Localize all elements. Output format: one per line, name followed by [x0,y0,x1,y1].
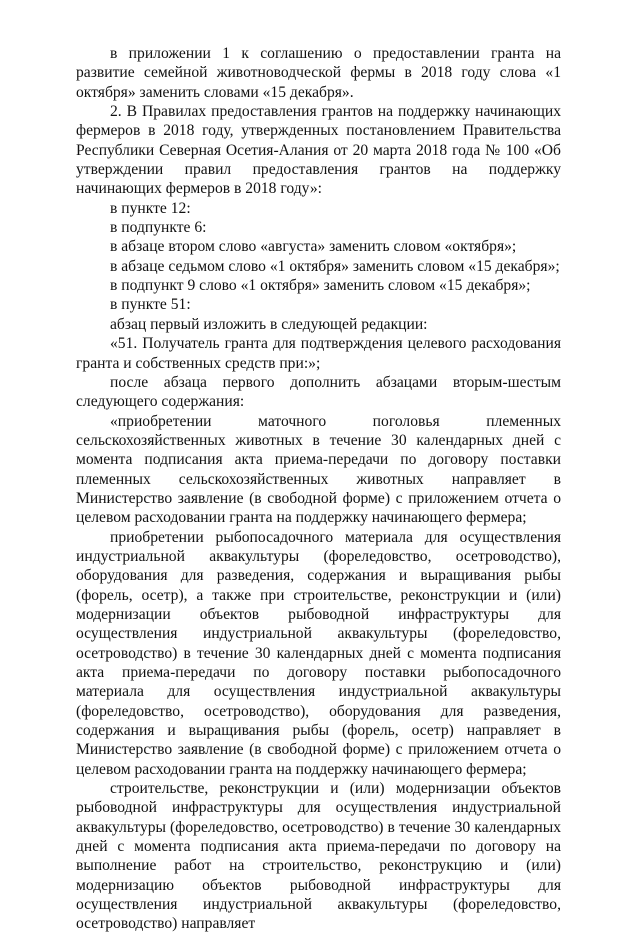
document-body [76,44,561,934]
paragraph-fish-material: приобретении рыбопосадочного материала для осуществления индустриальной аквакультуры (фореледовство, осетроводство), оборудования для разведения, содержания и выращивания рыбы (форель, осетр), а также при строительстве, реконструкции и (или) модернизации объектов рыбоводной инфраструктуры для осуществления индустриальной аквакультуры (фореледовство, осетроводство) в течение 30 календарных дней с момента подписания акта приема-передачи по договору поставки рыбопосадочного материала для осуществления индустриальной аквакультуры (фореледовство, осетроводство), оборудования для разведения, содержания и выращивания рыбы (форель, осетр) направляет в Министерство заявление (в свободной форме) с приложением отчета о целевом расходовании гранта на поддержку начинающего фермера; [76,528,561,778]
paragraph-first-abzac-edit: абзац первый изложить в следующей редакции: [110,315,428,333]
paragraph-subpoint-9: в подпункт 9 слово «1 октября» заменить словом «15 декабря»; [110,277,531,295]
paragraph-livestock: «приобретении маточного поголовья племенных сельскохозяйственных животных в течение 30 календарных дней с момента подписания акта приема-передачи по договору поставки племенных сельскохозяйственных животных направляет в Министерство заявление (в свободной форме) с приложением отчета о целевом расходовании гранта на поддержку начинающего фермера; [76,412,561,527]
paragraph-construction: строительстве, реконструкции и (или) модернизации объектов рыбоводной инфраструктуры для осуществления индустриальной аквакультуры (фореледовство, осетроводство) в течение 30 календарных дней с момента подписания акта приема-передачи по договору на выполнение работ на строительство, реконструкцию и (или) модернизацию объектов рыбоводной инфраструктуры для осуществления индустриальной аквакультуры (фореледовство, осетроводство) направляет [76,780,561,933]
paragraph-item-2: 2. В Правилах предоставления грантов на поддержку начинающих фермеров в 2018 году, утвержденных постановлением Правительства Республики Северная Осетия-Алания от 20 марта 2018 года № 100 «Об утверждении правил предоставления грантов на поддержку начинающих фермеров в 2018 году»: [76,103,561,198]
paragraph-subpoint-6: в подпункте 6: [110,219,207,237]
paragraph-appendix-1: в приложении 1 к соглашению о предоставлении гранта на развитие семейной животноводческой фермы в 2018 году слова «1 октября» заменить словами «15 декабря». [76,45,561,101]
paragraph-after-first: после абзаца первого дополнить абзацами вторым-шестым следующего содержания: [76,373,561,411]
paragraph-point-12: в пункте 12: [110,199,191,217]
paragraph-seventh-abzac: в абзаце седьмом слово «1 октября» заменить словом «15 декабря»; [110,257,560,275]
paragraph-point-51: в пункте 51: [110,296,191,314]
paragraph-quote-51: «51. Получатель гранта для подтверждения целевого расходования гранта и собственных средств при:»; [76,335,561,372]
paragraph-second-abzac: в абзаце втором слово «августа» заменить словом «октября»; [110,238,517,256]
